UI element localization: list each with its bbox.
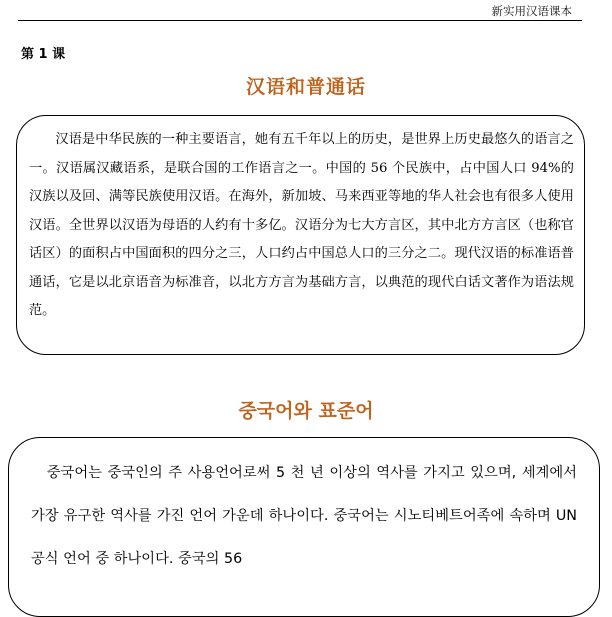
lesson-label: 第 1 课 (21, 47, 66, 62)
chinese-section-title: 汉语和普通话 (245, 76, 366, 98)
korean-paragraph: 중국어는 중국인의 주 사용언어로써 5 천 년 이상의 역사를 가지고 있으며, 세계에서 가장 유구한 역사를 가진 언어 가운데 하나이다. 중국어는 시노티베트어족에 속하며 UN 공식 언어 중 하나이다. 중국의 56 (31, 465, 577, 567)
header-rule (18, 20, 582, 21)
korean-section-title: 중국어와 표준어 (238, 400, 374, 422)
running-header: 新实用汉语课本 (491, 4, 572, 18)
chinese-paragraph: 汉语是中华民族的一种主要语言，她有五千年以上的历史，是世界上历史最悠久的语言之一。汉语属汉藏语系，是联合国的工作语言之一。中国的 56 个民族中，占中国人口 94%的汉族以及回、满等民族使用汉语。在海外，新加坡、马来西亚等地的华人社会也有很多人使用汉语。全世界以汉语为母语的人约有十多亿。汉语分为七大方言区，其中北方方言区（也称官话区）的面积占中国面积的四分之三，人口约占中国总人口的三分之二。现代汉语的标准语普通话，它是以北京语音为标准音，以北方方言为基础方言，以典范的现代白话文著作为语法规范。 (29, 132, 574, 318)
korean-text-box (8, 437, 600, 617)
chinese-text-box (16, 115, 585, 355)
